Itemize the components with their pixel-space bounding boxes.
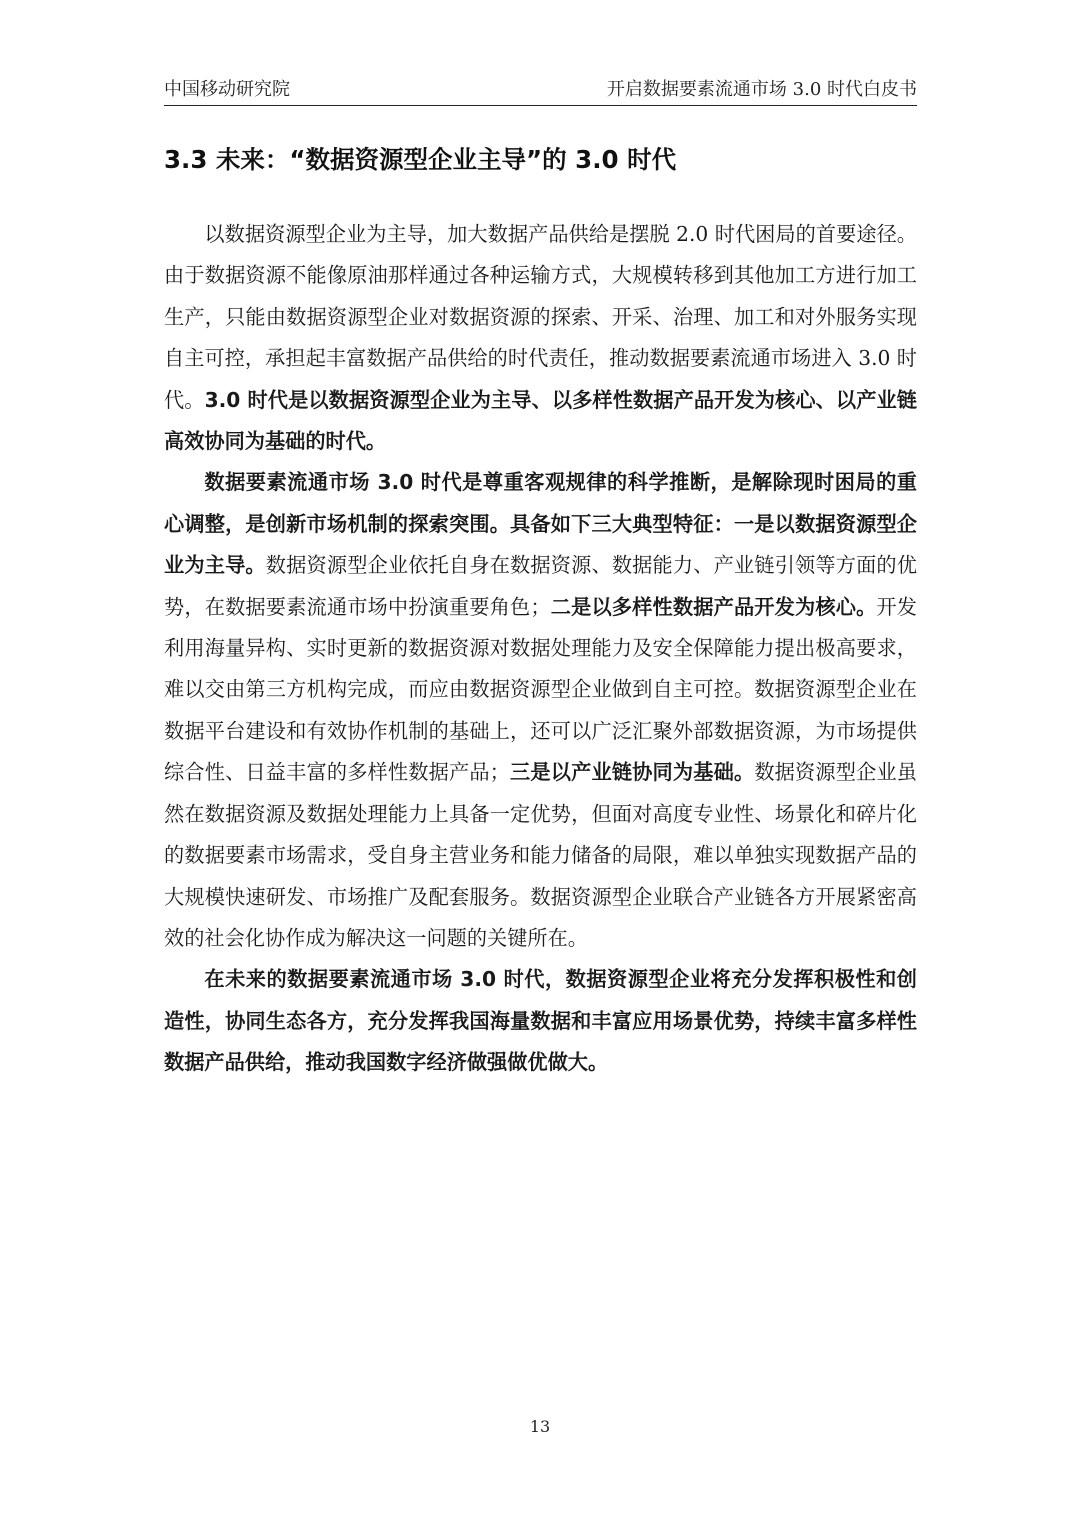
paragraph-2-text-c: 数据资源型企业虽然在数据资源及数据处理能力上具备一定优势，但面对高度专业性、场景化和碎片化的数据要素市场需求，受自身主营业务和能力储备的局限，难以单独实现数据产品的大规模快速研发、市场推广及配套服务。数据资源型企业联合产业链各方开展紧密高效的社会化协作成为解决这一问题的关键所在。 — [164, 760, 917, 950]
page-header — [164, 76, 917, 106]
paragraph-2-text-a: 数据资源型企业依托自身在数据资源、数据能力、产业链引领等方面的优势，在数据要素流通市场中扮演重要角色； — [164, 553, 917, 619]
page-number: 13 — [529, 1417, 551, 1436]
header-left-org: 中国移动研究院 — [164, 79, 290, 100]
paragraph-2-text-b: 开发利用海量异构、实时更新的数据资源对数据处理能力及安全保障能力提出极高要求，难以交由第三方机构完成，而应由数据资源型企业做到自主可控。数据资源型企业在数据平台建设和有效协作机制的基础上，还可以广泛汇聚外部数据资源，为市场提供综合性、日益丰富的多样性数据产品； — [164, 594, 917, 785]
paragraph-2-bold-feature-3: 三是以产业链协同为基础。 — [509, 760, 755, 785]
paragraph-3 — [164, 959, 917, 1083]
paragraph-1 — [164, 214, 917, 462]
header-right-doc-title: 开启数据要素流通市场 3.0 时代白皮书 — [606, 79, 917, 100]
paragraph-2 — [164, 462, 917, 959]
paragraph-1-text: 以数据资源型企业为主导，加大数据产品供给是摆脱 2.0 时代困局的首要途径。由于数据资源不能像原油那样通过各种运输方式，大规模转移到其他加工方进行加工生产，只能由数据资源型企业对数据资源的探索、开采、治理、加工和对外服务实现自主可控，承担起丰富数据产品供给的时代责任，推动数据要素流通市场进入 3.0 时代。 — [164, 222, 917, 412]
body-text — [164, 214, 917, 1084]
paragraph-1-bold-text: 3.0 时代是以数据资源型企业为主导、以多样性数据产品开发为核心、以产业链高效协同为基础的时代。 — [164, 387, 917, 454]
paragraph-2-bold-intro: 数据要素流通市场 3.0 时代是尊重客观规律的科学推断，是解除现时困局的重心调整，是创新市场机制的探索突围。具备如下三大典型特征：一是以数据资源型企业为主导。 — [164, 470, 917, 578]
section-title: 3.3 未来：“数据资源型企业主导”的 3.0 时代 — [164, 145, 677, 174]
paragraph-3-bold-text: 在未来的数据要素流通市场 3.0 时代，数据资源型企业将充分发挥积极性和创造性，协同生态各方，充分发挥我国海量数据和丰富应用场景优势，持续丰富多样性数据产品供给，推动我国数字经济做强做优做大。 — [164, 967, 917, 1075]
paragraph-2-bold-feature-2: 二是以多样性数据产品开发为核心。 — [550, 594, 877, 619]
